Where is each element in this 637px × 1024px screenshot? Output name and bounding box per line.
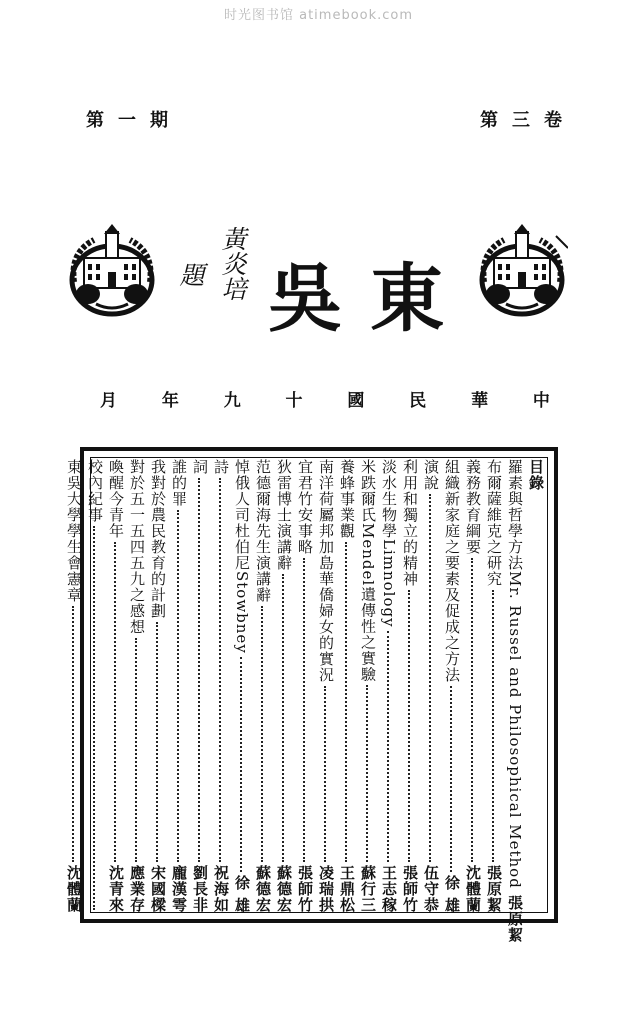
date-char: 民	[409, 391, 427, 411]
publication-date	[100, 386, 550, 411]
calligrapher-name: 黃炎培	[218, 226, 247, 301]
toc-entry-author: 張原絜	[485, 865, 503, 913]
toc-leader-dots	[261, 606, 265, 862]
toc-entry-author: 龐漢雩	[170, 865, 188, 913]
toc-entry	[504, 459, 525, 943]
toc-leader-dots	[114, 542, 118, 862]
toc-entry-title: 詩	[212, 459, 230, 475]
toc-entry	[441, 459, 462, 913]
toc-entry-title: 米跌爾氏Mendel遺傳性之實驗	[359, 459, 377, 683]
toc-entry-title: 南洋荷屬邦加島華僑婦女的實況	[317, 459, 335, 683]
issue-label: 第一期	[86, 110, 182, 131]
toc-leader-dots	[282, 574, 286, 862]
date-char: 華	[471, 391, 489, 411]
toc-entry	[231, 459, 252, 913]
toc-entry	[315, 459, 336, 913]
toc-entry	[399, 459, 420, 913]
toc-entry-author: 劉長非	[191, 865, 209, 913]
toc-entry-title: 范德爾海先生演講辭	[254, 459, 272, 603]
toc-entry	[336, 459, 357, 913]
toc-entry	[252, 459, 273, 913]
toc-entry-title: 喚醒今青年	[107, 459, 125, 539]
toc-entry-title: 養蜂事業觀	[338, 459, 356, 539]
toc-heading	[525, 459, 546, 913]
toc-entry-author: 蘇德宏	[254, 865, 272, 913]
toc-leader-dots	[387, 631, 391, 862]
toc-entry	[189, 459, 210, 913]
toc-entry-author: 宋國樑	[149, 865, 167, 913]
toc-entry-title: 利用和獨立的精神	[401, 459, 419, 587]
toc-entry-author: 祝海如	[212, 865, 230, 913]
toc-entry	[420, 459, 441, 913]
toc-entry	[168, 459, 189, 913]
date-char: 年	[161, 391, 179, 411]
toc-leader-dots	[408, 590, 412, 862]
inscription-mark: 題	[176, 262, 205, 287]
watermark: 时光图书馆 atimebook.com	[223, 8, 414, 23]
toc-leader-dots	[366, 685, 370, 862]
university-emblem-icon	[476, 222, 568, 318]
toc-entry	[126, 459, 147, 913]
toc-entry	[483, 459, 504, 913]
toc-entry-author: 王鼎松	[338, 865, 356, 913]
toc-entry	[105, 459, 126, 913]
toc-entry	[357, 459, 378, 913]
toc-heading-text: 目錄	[527, 459, 545, 491]
toc-entry-author: 蘇德宏	[275, 865, 293, 913]
toc-entry-title: 校內紀事	[86, 459, 104, 523]
toc-leader-dots	[324, 686, 328, 862]
toc-leader-dots	[93, 526, 97, 910]
toc-entry-author: 王志稼	[380, 865, 398, 913]
toc-entry	[147, 459, 168, 913]
toc-entry-author: 凌瑞拱	[317, 865, 335, 913]
toc-leader-dots	[303, 558, 307, 862]
toc-entry-title: 狄雷博士演講辭	[275, 459, 293, 571]
toc-entry-title: 我對於農民教育的計劃	[149, 459, 167, 619]
toc-leader-dots	[450, 686, 454, 872]
date-char: 月	[100, 391, 117, 411]
toc-entry-author: 張原絜	[506, 894, 524, 943]
date-char: 九	[223, 391, 241, 411]
toc-entry-author: 沈青來	[107, 865, 125, 913]
toc-entry-title: 淡水生物學Limnology	[380, 459, 398, 628]
toc-entry	[63, 459, 84, 913]
masthead-title: 東吳	[268, 256, 472, 342]
volume-label: 第三卷	[480, 110, 576, 131]
toc-leader-dots	[492, 590, 496, 862]
toc-entry-title: 誰的罪	[170, 459, 188, 507]
toc-entry-author: 張師竹	[401, 865, 419, 913]
toc-entry-title: 詞	[191, 459, 209, 475]
toc-entry	[210, 459, 231, 913]
table-of-contents	[65, 447, 558, 943]
toc-entry-title: 演說	[422, 459, 440, 491]
toc-entry	[84, 459, 105, 913]
university-emblem-icon	[66, 222, 158, 318]
toc-entry-author: 應業存	[128, 865, 146, 913]
toc-leader-dots	[471, 558, 475, 862]
toc-entry	[462, 459, 483, 913]
date-char: 國	[347, 391, 365, 411]
toc-entry-author: 蘇行三	[359, 865, 377, 913]
toc-leader-dots	[135, 638, 139, 862]
date-char: 十	[285, 391, 303, 411]
toc-entry	[378, 459, 399, 913]
toc-entry-author: 沈體蘭	[65, 865, 83, 913]
toc-leader-dots	[72, 606, 76, 862]
toc-entry-title: 義務教育綱要	[464, 459, 482, 555]
toc-entry-author: 伍守恭	[422, 865, 440, 913]
toc-leader-dots	[345, 542, 349, 862]
toc-leader-dots	[240, 657, 244, 872]
toc-entry	[294, 459, 315, 913]
toc-entry-title: 布爾薩維克之研究	[485, 459, 503, 587]
toc-entry	[273, 459, 294, 913]
toc-entry-title: 東吳大學學生會憲章	[65, 459, 83, 603]
toc-entry-author: 沈體蘭	[464, 865, 482, 913]
toc-entry-title: 組織新家庭之要素及促成之方法	[443, 459, 461, 683]
toc-leader-dots	[177, 510, 181, 862]
toc-entry-author: 徐 雄	[443, 874, 461, 913]
date-char: 中	[532, 391, 550, 411]
toc-entry-title: 羅素與哲學方法Mr. Russel and Philosophical Method	[506, 459, 524, 889]
toc-entry-author: 張師竹	[296, 865, 314, 913]
toc-leader-dots	[219, 478, 223, 862]
toc-entry-title: 悼俄人司杜伯尼Stowbney	[233, 459, 251, 654]
toc-entry-author: 徐 雄	[233, 874, 251, 913]
toc-entry-title: 宜君竹安事略	[296, 459, 314, 555]
toc-leader-dots	[198, 478, 202, 862]
toc-leader-dots	[156, 622, 160, 862]
toc-columns	[63, 459, 546, 943]
toc-leader-dots	[429, 494, 433, 862]
toc-entry-title: 對於五一五四五九之感想	[128, 459, 146, 635]
